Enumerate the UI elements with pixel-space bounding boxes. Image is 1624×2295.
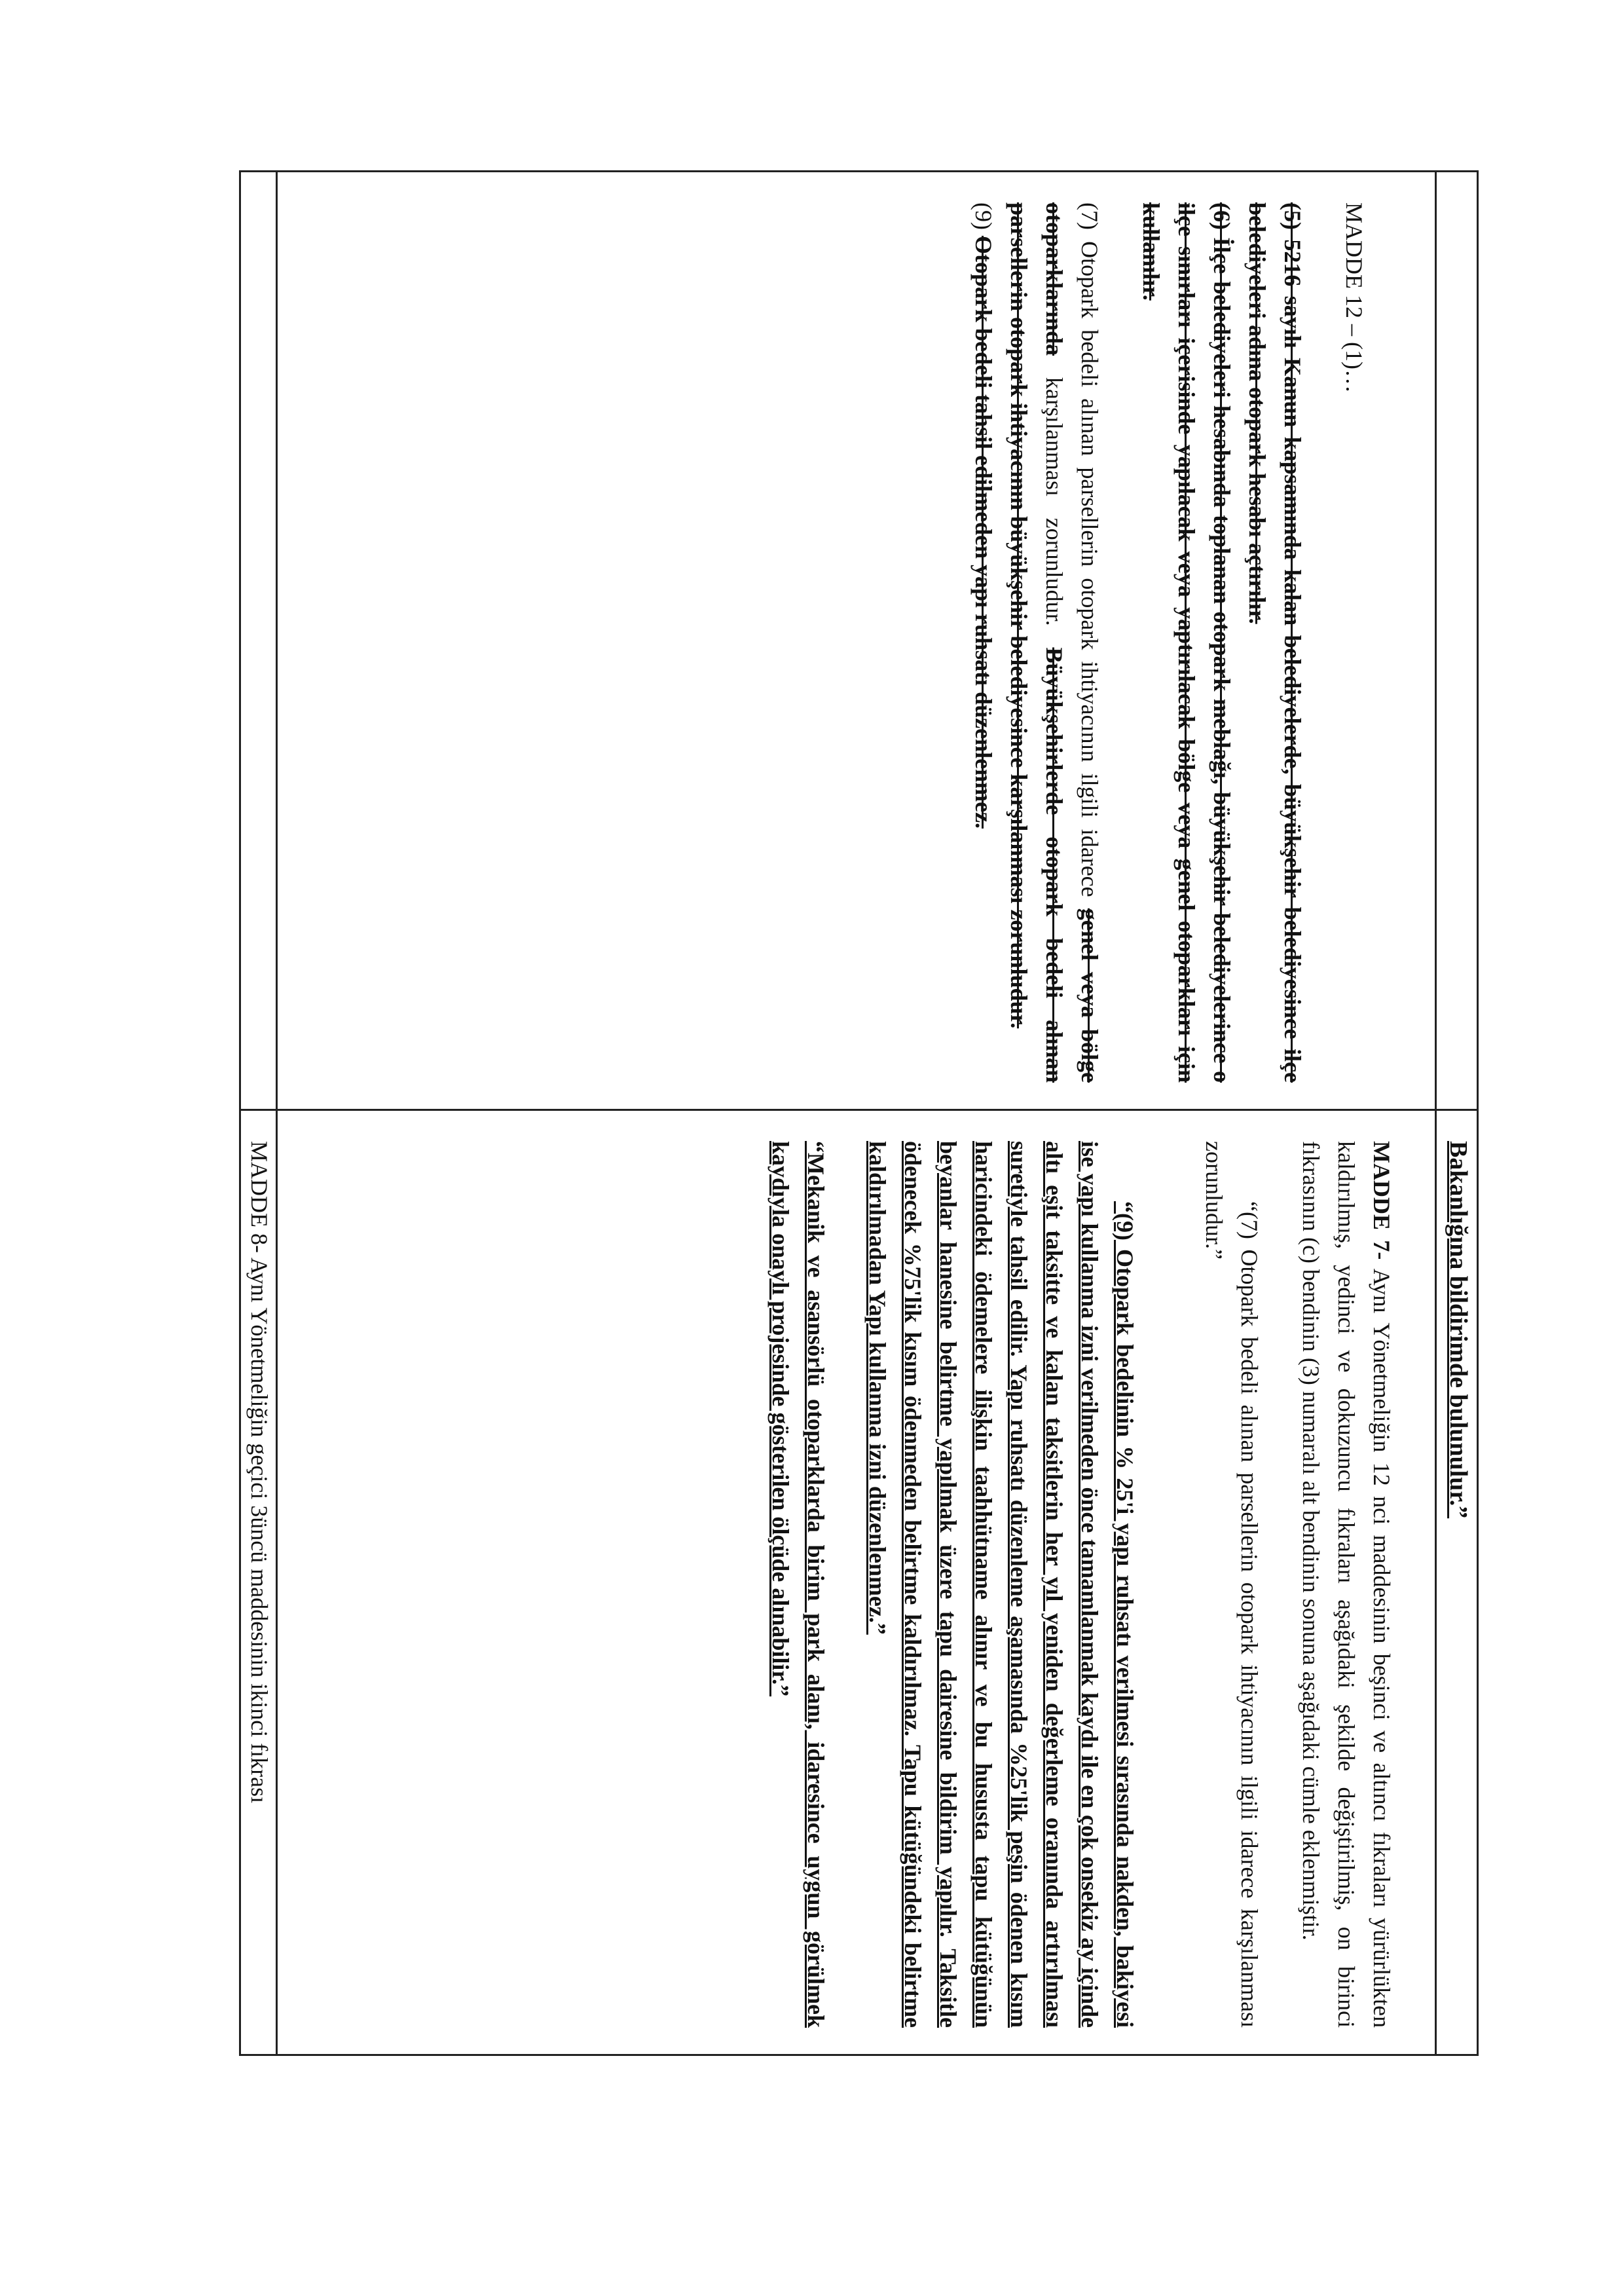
paragraph-7-part-c: karşılanması zorunludur. xyxy=(1041,377,1067,626)
rotated-comparison-table xyxy=(241,170,1479,2050)
madde-7-label: MADDE 7- xyxy=(1369,1141,1395,1260)
header-cell-left xyxy=(1436,172,1478,1110)
footer-cell-right xyxy=(240,1110,277,2055)
header-left-text xyxy=(1473,172,1477,1109)
footer-right-text: MADDE 8- Aynı Yönetmeliğin geçici 3üncü maddesinin ikinci fıkrası xyxy=(246,1141,272,1804)
paragraph-7-struck-d: Büyükşehirlerde otopark bedeli alınan parsellerin otopark ihtiyacının büyükşehir belediyesince karşılanması zorunludur. xyxy=(1006,202,1067,1083)
paragraph-7-part-a: (7) Otopark bedeli alınan parsellerin otopark ihtiyacının ilgili idarece xyxy=(1077,202,1103,897)
paragraph-7-struck-b: genel veya bölge otoparklarında xyxy=(1041,202,1103,1083)
old-text-cell xyxy=(277,172,1436,1110)
new-text-cell xyxy=(277,1110,1436,2055)
comparison-table xyxy=(239,170,1479,2056)
table-footer-row xyxy=(240,172,277,2055)
struck-paragraph-6: (6) İlçe belediyeleri hesabında toplanan otopark meblağı, büyükşehir belediyelerince o ilçe sınırları içerisinde yapılacak veya yaptırılacak bölge veya genel otoparkları için kullanılır. xyxy=(1138,202,1235,1083)
paragraph-9 xyxy=(966,202,1001,1083)
paragraph-9-number: (9) xyxy=(970,202,997,230)
left-heading: MADDE 12 – (1)… xyxy=(1341,202,1367,393)
table-header-row xyxy=(1436,172,1478,2055)
header-cell-right xyxy=(1436,1110,1478,2055)
struck-paragraph-5: (5) 5216 sayılı Kanun kapsamında kalan belediyelerde, büyükşehir belediyesince ilçe belediyeleri adına otopark hesabı açtırılır. xyxy=(1244,202,1306,1083)
madde-7-paragraph xyxy=(1293,1141,1399,2028)
paragraph-7 xyxy=(1001,202,1107,1083)
footer-cell-left xyxy=(240,172,277,1110)
madde-7-text: Aynı Yönetmeliğin 12 nci maddesinin beşinci ve altıncı fıkraları yürürlükten kaldırılmış, yedinci ve dokuzuncu fıkraları aşağıdaki şekilde değiştirilmiş, on birinci fıkrasının (c) bendinin (3) numaralı alt bendinin sonuna aşağıdaki cümle eklenmiştir. xyxy=(1298,1141,1395,2028)
table-content-row xyxy=(277,172,1436,2055)
paragraph-9-struck: Otopark bedeli tahsil edilmeden yapı ruhsatı düzenlenmez. xyxy=(970,235,997,829)
header-right-text: Bakanlığına bildirimde bulunulur.” xyxy=(1445,1141,1472,1519)
quote-paragraph-9: “(9) Otopark bedelinin % 25'i yapı ruhsatı verilmesi sırasında nakden, bakiyesi ise yapı kullanma izni verilmeden önce tamamlanmak kaydı ile en çok onsekiz ay içinde altı eşit taksitte ve kalan taksitlerin her yıl yeniden değerleme oranında artırılması suretiyle tahsil edilir. Yapı ruhsatı düzenleme aşamasında %25'lik peşin ödenen kısım haricindeki ödemelere ilişkin taahhütname alınır ve bu hususta tapu kütüğünün beyanlar hanesine belirtme yapılmak üzere tapu dairesine bildirim yapılır. Taksitle ödenecek %75'lik kısım ödenmeden belirtme kaldırılmaz. Tapu kütüğündeki belirtme kaldırılmadan Yapı kullanma izni düzenlenmez.” xyxy=(864,1141,1138,2028)
footer-left-text xyxy=(273,172,276,1109)
quote-paragraph-7: “(7) Otopark bedeli alınan parsellerin otopark ihtiyacının ilgili idarece karşılanması zorunludur.” xyxy=(1201,1141,1263,2028)
quote-mekanik-otopark: “Mekanik ve asansörlü otoparklarda birim park alanı, idaresince uygun görülmek kaydıyla onaylı projesinde gösterilen ölçüde alınabilir.” xyxy=(767,1141,829,2028)
